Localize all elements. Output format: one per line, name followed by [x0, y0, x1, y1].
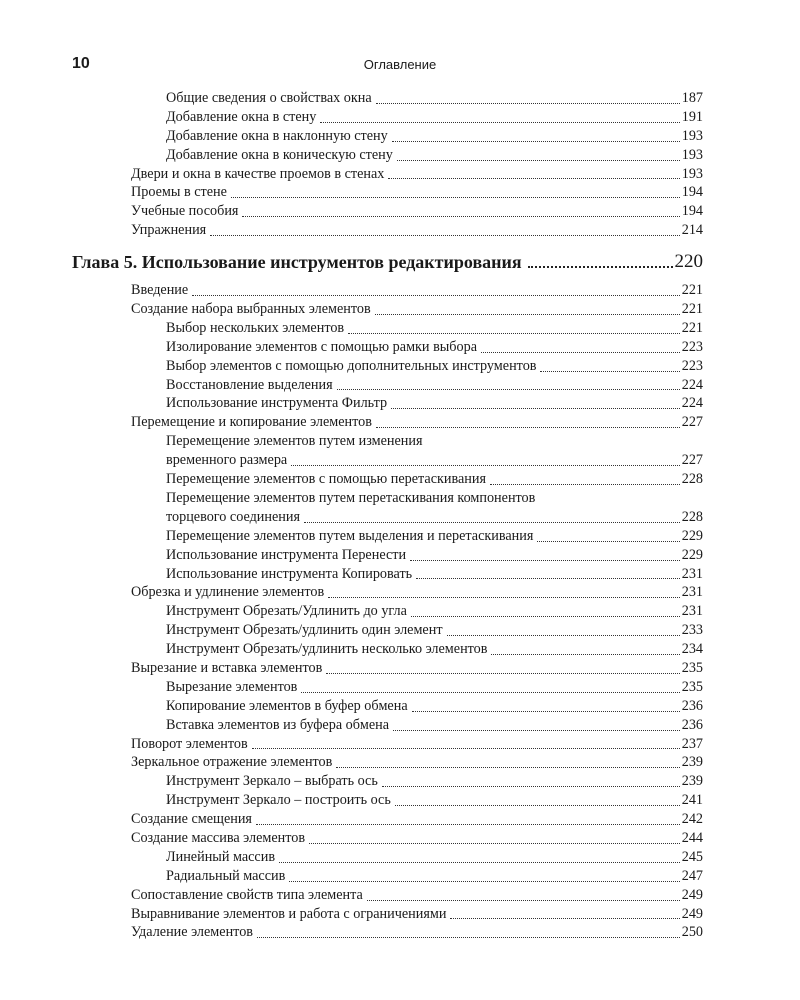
toc-entry	[166, 108, 703, 127]
dot-leader	[375, 313, 680, 315]
toc-entry-page: 223	[681, 338, 703, 355]
toc-entry-title: Добавление окна в стену	[166, 108, 317, 125]
dot-leader	[291, 464, 680, 466]
toc-entry-page: 249	[681, 886, 703, 903]
toc-entry-page: 245	[681, 848, 703, 865]
toc-entry	[131, 583, 703, 602]
dot-leader	[376, 426, 680, 428]
toc-entry	[166, 621, 703, 640]
running-title: Оглавление	[363, 57, 437, 72]
toc-entry	[131, 659, 703, 678]
chapter-title: Глава 5. Использование инструментов редактирования	[72, 252, 522, 273]
toc-entry-page: 194	[681, 184, 703, 201]
dot-leader	[337, 388, 680, 390]
toc-entry-title: Создание набора выбранных элементов	[131, 301, 371, 317]
dot-leader	[376, 102, 680, 104]
toc-entry-title: Перемещение элементов путем перетаскивания компонентов	[166, 489, 536, 506]
toc-entry	[166, 357, 703, 376]
toc-entry	[166, 867, 703, 886]
toc-entry	[166, 127, 703, 146]
dot-leader	[304, 521, 680, 523]
toc-entry	[166, 602, 703, 621]
toc-entry-page: 193	[681, 127, 703, 144]
toc-entry-page: 224	[681, 395, 703, 412]
toc-entry	[166, 716, 703, 735]
toc-entry-page: 229	[681, 527, 703, 544]
toc-entry-page: 244	[681, 829, 703, 846]
toc-entry	[131, 735, 703, 754]
toc-entry-page: 239	[681, 773, 703, 790]
toc-entry-title: Перемещение и копирование элементов	[131, 414, 372, 431]
dot-leader	[491, 653, 679, 655]
dot-leader	[231, 196, 680, 198]
toc-entry-page: 228	[681, 471, 703, 488]
dot-leader	[411, 615, 680, 617]
toc-entry-page: 193	[681, 165, 703, 182]
toc-entry-title: Сопоставление свойств типа элемента	[131, 886, 363, 903]
toc-entry-page: 194	[681, 203, 703, 220]
toc-entry-title: Добавление окна в наклонную стену	[166, 127, 388, 144]
toc-entry	[131, 183, 703, 202]
dot-leader	[367, 899, 680, 901]
toc-entry	[166, 319, 703, 338]
dot-leader	[301, 691, 679, 693]
toc-entry-title: Создание массива элементов	[131, 829, 306, 846]
toc-entry-title: Проемы в стене	[131, 184, 227, 201]
toc-entry	[131, 221, 703, 240]
toc-entry-page: 249	[681, 905, 703, 922]
page-number: 10	[72, 55, 90, 72]
toc-entry-page: 193	[681, 146, 703, 163]
toc-entry-title: Использование инструмента Фильтр	[166, 395, 388, 412]
toc-entry-title: Вырезание и вставка элементов	[131, 659, 323, 676]
toc-entry	[131, 829, 703, 848]
toc-entry-page: 242	[681, 811, 703, 828]
toc-entry	[166, 546, 703, 565]
dot-leader	[388, 177, 679, 179]
dot-leader	[320, 121, 679, 123]
toc-entry-page: 231	[681, 603, 703, 620]
toc-entry-title: Перемещение элементов путем выделения и перетаскивания	[166, 527, 534, 544]
table-of-contents	[0, 89, 800, 942]
dot-leader	[309, 842, 680, 844]
dot-leader	[412, 710, 680, 712]
toc-entry-title: Упражнения	[131, 222, 207, 239]
toc-entry-page: 231	[681, 565, 703, 582]
toc-entry-title-cont: торцевого соединения	[166, 508, 300, 525]
toc-section-after	[0, 281, 800, 942]
dot-leader	[395, 804, 680, 806]
toc-entry	[131, 202, 703, 221]
dot-leader	[416, 577, 680, 579]
toc-entry-title: Перемещение элементов с помощью перетаскивания	[166, 471, 487, 488]
toc-entry	[166, 432, 703, 470]
chapter-page: 220	[674, 251, 703, 273]
toc-entry-page: 214	[681, 222, 703, 239]
dot-leader	[391, 407, 680, 409]
toc-entry-page: 250	[681, 924, 703, 941]
toc-entry-page: 237	[681, 735, 703, 752]
toc-entry-title: Вставка элементов из буфера обмена	[166, 716, 390, 733]
toc-entry	[166, 678, 703, 697]
toc-entry	[131, 810, 703, 829]
toc-entry	[166, 772, 703, 791]
toc-entry-title: Выбор нескольких элементов	[166, 319, 345, 336]
toc-entry-title: Перемещение элементов путем изменения	[166, 433, 423, 450]
toc-entry	[131, 886, 703, 905]
toc-entry-title-cont: временного размера	[166, 452, 288, 469]
dot-leader	[540, 370, 679, 372]
toc-entry-page: 227	[681, 452, 703, 469]
toc-entry-title: Добавление окна в коническую стену	[166, 146, 393, 163]
dot-leader	[192, 294, 680, 296]
toc-entry	[131, 905, 703, 924]
dot-leader	[328, 596, 680, 598]
toc-entry	[166, 89, 703, 108]
toc-entry-title: Инструмент Зеркало – построить ось	[166, 792, 391, 809]
toc-entry	[166, 489, 703, 527]
toc-entry-page: 233	[681, 622, 703, 639]
toc-entry	[166, 640, 703, 659]
toc-entry-title: Вырезание элементов	[166, 678, 298, 695]
toc-entry-page: 187	[681, 89, 703, 106]
toc-entry-page: 235	[681, 659, 703, 676]
toc-entry	[131, 281, 703, 300]
dot-leader	[326, 672, 679, 674]
dot-leader	[257, 936, 680, 938]
dot-leader	[242, 215, 679, 217]
toc-entry-page: 223	[681, 357, 703, 374]
toc-entry-page: 236	[681, 697, 703, 714]
dot-leader	[210, 234, 680, 236]
toc-entry-title: Двери и окна в качестве проемов в стенах	[131, 165, 385, 182]
toc-entry	[131, 923, 703, 942]
toc-entry-title: Копирование элементов в буфер обмена	[166, 697, 408, 714]
toc-entry-title: Учебные пособия	[131, 203, 239, 220]
dot-leader	[481, 351, 680, 353]
toc-entry-title: Инструмент Обрезать/удлинить несколько элементов	[166, 641, 488, 658]
toc-entry-title: Использование инструмента Копировать	[166, 565, 413, 582]
toc-entry-title: Создание смещения	[131, 811, 252, 828]
dot-leader	[528, 265, 673, 268]
toc-entry-title: Восстановление выделения	[166, 376, 333, 393]
toc-entry	[131, 413, 703, 432]
toc-entry-page: 229	[681, 546, 703, 563]
toc-entry-title: Зеркальное отражение элементов	[131, 754, 333, 771]
toc-entry	[131, 165, 703, 184]
toc-entry	[166, 697, 703, 716]
toc-section-before	[0, 89, 800, 240]
toc-entry	[166, 527, 703, 546]
toc-entry-title: Выбор элементов с помощью дополнительных инструментов	[166, 357, 537, 374]
toc-entry	[166, 791, 703, 810]
toc-entry-page: 191	[681, 108, 703, 125]
toc-entry-title: Поворот элементов	[131, 735, 248, 752]
toc-entry	[131, 753, 703, 772]
dot-leader	[336, 766, 679, 768]
toc-entry-title: Инструмент Обрезать/Удлинить до угла	[166, 603, 407, 620]
toc-entry-page: 221	[681, 301, 703, 317]
toc-entry	[166, 394, 703, 413]
toc-entry-page: 224	[681, 376, 703, 393]
toc-entry	[166, 376, 703, 395]
toc-entry-title: Общие сведения о свойствах окна	[166, 89, 372, 106]
toc-entry-page: 228	[681, 508, 703, 525]
toc-entry-title: Введение	[131, 282, 189, 299]
toc-entry-title: Удаление элементов	[131, 924, 253, 941]
dot-leader	[348, 332, 680, 334]
dot-leader	[252, 747, 680, 749]
dot-leader	[537, 540, 679, 542]
toc-entry-page: 239	[681, 754, 703, 771]
toc-entry-page: 221	[681, 319, 703, 336]
toc-entry	[166, 146, 703, 165]
toc-entry-title: Выравнивание элементов и работа с ограничениями	[131, 905, 447, 922]
page-header	[72, 55, 728, 77]
toc-entry-page: 231	[681, 584, 703, 601]
dot-leader	[289, 880, 679, 882]
toc-entry-page: 241	[681, 792, 703, 809]
dot-leader	[450, 917, 679, 919]
dot-leader	[490, 483, 680, 485]
toc-entry-title: Использование инструмента Перенести	[166, 546, 407, 563]
dot-leader	[397, 159, 680, 161]
toc-entry-title: Линейный массив	[166, 848, 276, 865]
toc-entry-page: 247	[681, 867, 703, 884]
dot-leader	[410, 559, 680, 561]
chapter-heading	[72, 250, 703, 274]
dot-leader	[256, 823, 680, 825]
toc-entry-page: 235	[681, 678, 703, 695]
toc-entry-title: Изолирование элементов с помощью рамки выбора	[166, 338, 478, 355]
toc-entry	[131, 300, 703, 319]
toc-entry-title: Инструмент Обрезать/удлинить один элемент	[166, 622, 443, 639]
toc-entry-title: Обрезка и удлинение элементов	[131, 584, 325, 601]
toc-entry	[166, 338, 703, 357]
toc-entry	[166, 565, 703, 584]
toc-entry-page: 227	[681, 414, 703, 431]
dot-leader	[392, 140, 680, 142]
toc-entry-page: 221	[681, 282, 703, 299]
toc-entry-title: Инструмент Зеркало – выбрать ось	[166, 773, 378, 790]
dot-leader	[279, 861, 680, 863]
toc-entry-title: Радиальный массив	[166, 867, 286, 884]
dot-leader	[447, 634, 680, 636]
toc-entry	[166, 470, 703, 489]
toc-entry	[166, 848, 703, 867]
toc-entry-page: 236	[681, 716, 703, 733]
dot-leader	[393, 729, 680, 731]
toc-entry-page: 234	[681, 641, 703, 658]
dot-leader	[382, 785, 680, 787]
